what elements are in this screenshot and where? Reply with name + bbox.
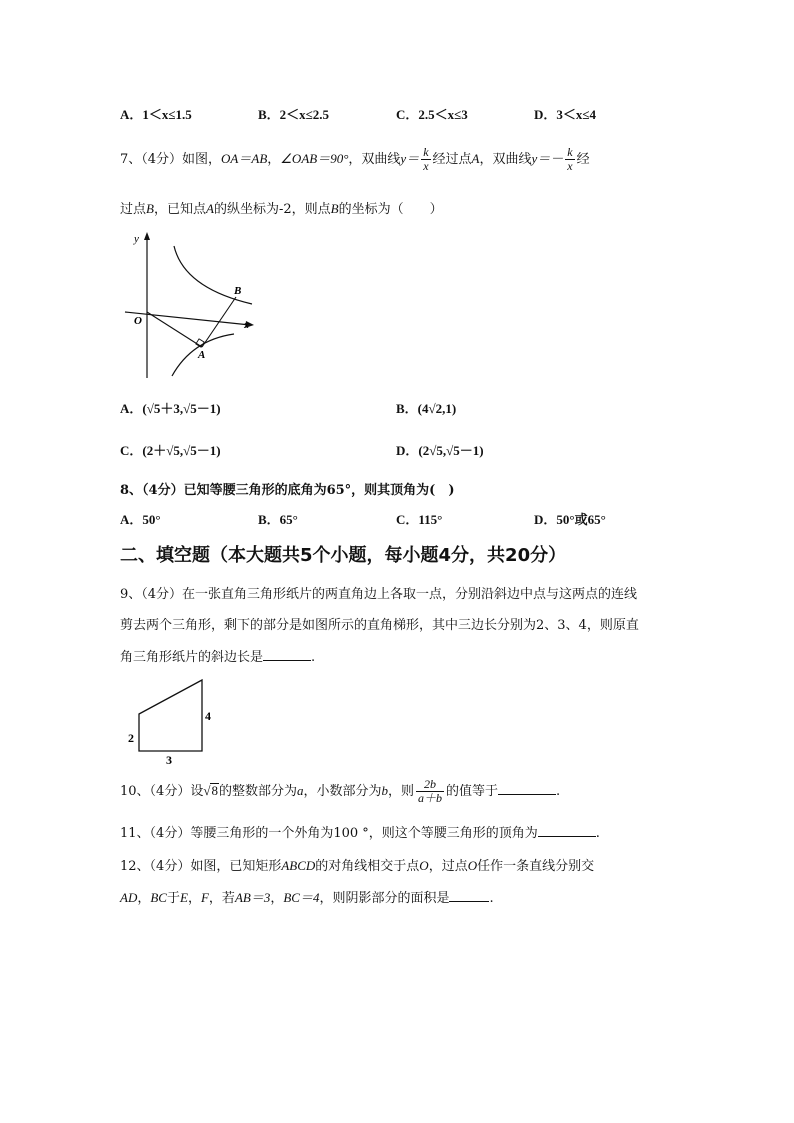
q12-line2: AD，BC于E，F，若AB＝3，BC＝4，则阴影部分的面积是 .	[120, 890, 494, 906]
trapezoid	[139, 680, 202, 751]
label-x: x	[244, 319, 249, 331]
q8-option-c: C．115°	[396, 512, 443, 527]
label-right-4: 4	[205, 709, 211, 723]
q9-line1: 9、（4分）在一张直角三角形纸片的两直角边上各取一点，分别沿斜边中点与这两点的连线	[120, 587, 638, 602]
q8-option-d: D．50°或65°	[534, 512, 606, 527]
x-axis	[125, 312, 250, 325]
label-left-2: 2	[128, 731, 134, 745]
q7-option-a: A．(√5＋3,√5－1)	[120, 401, 221, 416]
q11-stem: 11、（4分）等腰三角形的一个外角为100 °，则这个等腰三角形的顶角为 .	[120, 826, 600, 841]
q8-option-a: A．50°	[120, 512, 161, 527]
q7-stem-line2: 过点B，已知点A的纵坐标为-2，则点B的坐标为（ ）	[120, 201, 443, 217]
q8-option-b: B．65°	[258, 512, 298, 527]
q7-option-d: D．(2√5,√5－1)	[396, 443, 484, 458]
label-y: y	[134, 233, 139, 245]
q8-stem: 8、（4分）已知等腰三角形的底角为65°，则其顶角为( )	[120, 483, 455, 498]
q6-option-b: B．2＜x≤2.5	[258, 107, 330, 122]
q9-line2: 剪去两个三角形，剩下的部分是如图所示的直角梯形，其中三边长分别为2、3、4，则原直	[120, 618, 639, 633]
label-b: B	[234, 285, 242, 297]
sqrt-8: √8	[203, 783, 218, 799]
q11-answer-blank[interactable]	[538, 824, 596, 837]
q10-answer-blank[interactable]	[498, 782, 556, 795]
q10-stem: 10、（4分）设√8的整数部分为a，小数部分为b，则 $\frac{2b}{a+b}$ 的值等于 .	[120, 777, 561, 806]
q9-answer-blank[interactable]	[263, 648, 311, 661]
segment-AB	[202, 297, 236, 347]
section-heading-fill-in: 二、填空题（本大题共5个小题，每小题4分，共20分）	[120, 545, 567, 566]
q12-line1: 12、（4分）如图，已知矩形ABCD的对角线相交于点O，过点O任作一条直线分别交	[120, 858, 595, 874]
q6-option-c: C．2.5＜x≤3	[396, 107, 468, 122]
y-axis-arrow	[144, 232, 150, 240]
q7-option-b: B．(4√2,1)	[396, 401, 457, 416]
fraction-2b-over-a-plus-b: $\frac{2b}{a+b}$	[418, 777, 443, 806]
q7-option-c: C．(2＋√5,√5－1)	[120, 443, 221, 458]
fraction-k-over-x-2: $\frac{k}{x}$	[567, 145, 573, 174]
q12-answer-blank[interactable]	[449, 889, 489, 902]
q6-option-a: A．1＜x≤1.5	[120, 107, 192, 122]
q9-trapezoid-figure	[122, 672, 222, 768]
q6-option-d: D．3＜x≤4	[534, 107, 597, 122]
fraction-k-over-x-1: $\frac{k}{x}$	[423, 145, 429, 174]
label-bottom-3: 3	[166, 753, 172, 767]
q7-hyperbola-figure	[122, 228, 262, 383]
label-a: A	[198, 349, 206, 361]
q7-stem-line1: 7、（4分）如图，OA＝AB，∠OAB＝90°，双曲线y＝ $\frac{k}{x}$ 经过点A，双曲线y＝－ $\frac{k}{x}$ 经	[120, 145, 590, 174]
label-o: O	[134, 315, 142, 327]
q9-line3: 角三角形纸片的斜边长是 .	[120, 650, 316, 665]
